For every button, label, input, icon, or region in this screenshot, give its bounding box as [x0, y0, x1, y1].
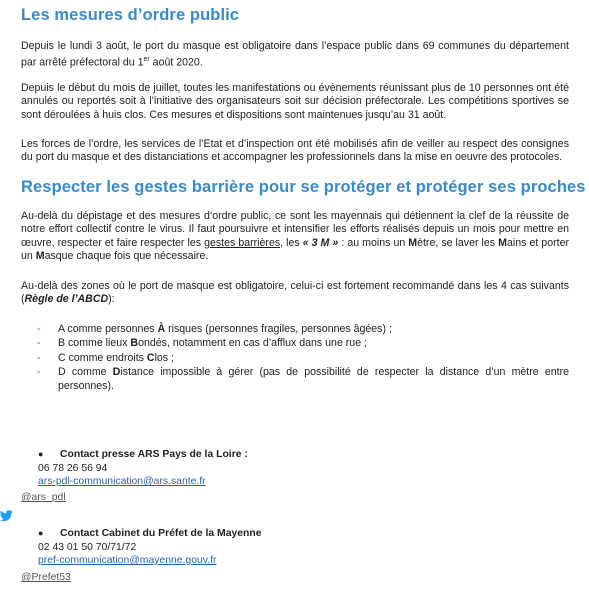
- bold-letter: M: [408, 236, 418, 249]
- three-m-label: « 3 M »: [302, 236, 339, 249]
- section-title-ordre-public: Les mesures d’ordre public: [21, 6, 240, 24]
- text-run: Au-delà du dépistage et des mesures d’ordre public, ce sont les mayennais qui détiennent la clef de la réussite de notre effort collectif contre le virus. Il faut poursuivre et intensifier les efforts réalisés depuis un mois pour mettre en œuvre, respecter et faire respecter les: [21, 210, 569, 249]
- text-run: C comme endroits: [58, 351, 147, 364]
- list-item: [37, 337, 569, 350]
- dash-bullet-icon: -: [37, 337, 41, 350]
- dash-bullet-icon: -: [37, 323, 41, 335]
- contact-phone: 02 43 01 50 70/71/72: [38, 541, 137, 553]
- paragraph-regle-abcd: [21, 280, 569, 307]
- text-run: Depuis le lundi 3 août, le port du masque est obligatoire dans l’espace public dans 69 communes du département par arrêté préfectoral du 1: [21, 40, 569, 69]
- contact-email-link[interactable]: ars-pdl-communication@ars.sante.fr: [38, 476, 206, 488]
- text-run: ondés, notamment en cas d’afflux dans une rue ;: [138, 337, 367, 350]
- list-item: [37, 352, 569, 365]
- twitter-handle-link[interactable]: @Prefet53: [21, 572, 71, 583]
- superscript: er: [143, 56, 150, 64]
- text-run: ):: [108, 293, 115, 306]
- contact-email-link[interactable]: pref-communication@mayenne.gouv.fr: [38, 555, 217, 567]
- text-run: risques (personnes fragiles, personnes âgées) ;: [165, 323, 392, 335]
- bold-letter: C: [146, 351, 155, 364]
- list-item: [37, 366, 569, 393]
- twitter-bird-icon[interactable]: [0, 510, 13, 521]
- text-run: ètre, se laver les: [417, 236, 499, 249]
- paragraph-masque-obligatoire: [21, 40, 569, 70]
- twitter-handle-link[interactable]: @ars_pdl: [21, 492, 66, 503]
- paragraph-gestes-barrieres: [21, 210, 569, 264]
- text-run: août 2020.: [149, 56, 203, 69]
- dash-bullet-icon: -: [37, 366, 41, 379]
- bold-letter: M: [35, 250, 45, 263]
- bold-letter: À: [157, 323, 166, 335]
- gestes-barrieres-link[interactable]: gestes barrières: [204, 236, 281, 249]
- bullet-dot-icon: ●: [38, 528, 44, 538]
- contact-title: Contact presse ARS Pays de la Loire :: [60, 449, 248, 460]
- text-run: D comme: [58, 366, 113, 379]
- bold-letter: D: [112, 366, 121, 379]
- contact-prefet: [38, 527, 262, 568]
- paragraph-manifestations: Depuis le début du mois de juillet, toutes les manifestations ou évènements réunissant plus de 10 personnes ont été annulés ou reportés soit à l’initiative des organisateurs soit sur décision préfectorale. Les compétitions sportives se sont déroulées à huis clos. Ces mesures et dispositions sont maintenues jusqu’au 31 août.: [21, 82, 569, 121]
- dash-bullet-icon: -: [37, 351, 41, 364]
- bold-letter: B: [130, 337, 139, 350]
- abcd-rule-label: Règle de l’ABCD: [24, 293, 109, 306]
- section-title-gestes-barriere: Respecter les gestes barrière pour se protéger et protéger ses proches: [21, 178, 586, 196]
- text-run: A comme personnes: [58, 323, 158, 335]
- text-run: , les: [280, 236, 303, 249]
- bold-letter: M: [498, 236, 507, 249]
- list-item: [37, 323, 569, 336]
- text-run: asque chaque fois que nécessaire.: [44, 250, 209, 263]
- text-run: Au-delà des zones où le port de masque est obligatoire, celui-ci est fortement recommandé dans les 4 cas suivants (: [21, 280, 569, 306]
- text-run: B comme lieux: [58, 337, 131, 350]
- text-run: : au moins un: [338, 236, 409, 249]
- bullet-dot-icon: ●: [38, 449, 44, 459]
- contact-phone: 06 78 26 56 94: [38, 462, 108, 474]
- contact-title: Contact Cabinet du Préfet de la Mayenne: [60, 528, 262, 539]
- abcd-list: [37, 323, 569, 393]
- paragraph-forces-ordre: Les forces de l’ordre, les services de l’Etat et d’inspection ont été mobilisés afin de veiller au respect des consignes du port du masque et des distanciations et accompagner les professionnels dans la mise en oeuvre des protocoles.: [21, 138, 569, 164]
- text-run: los ;: [154, 351, 174, 364]
- text-run: ains et porter un: [21, 236, 569, 263]
- contact-ars: [38, 448, 248, 489]
- text-run: istance impossible à gérer (pas de possibilité de respecter la distance d’un mètre entre personnes).: [58, 366, 569, 392]
